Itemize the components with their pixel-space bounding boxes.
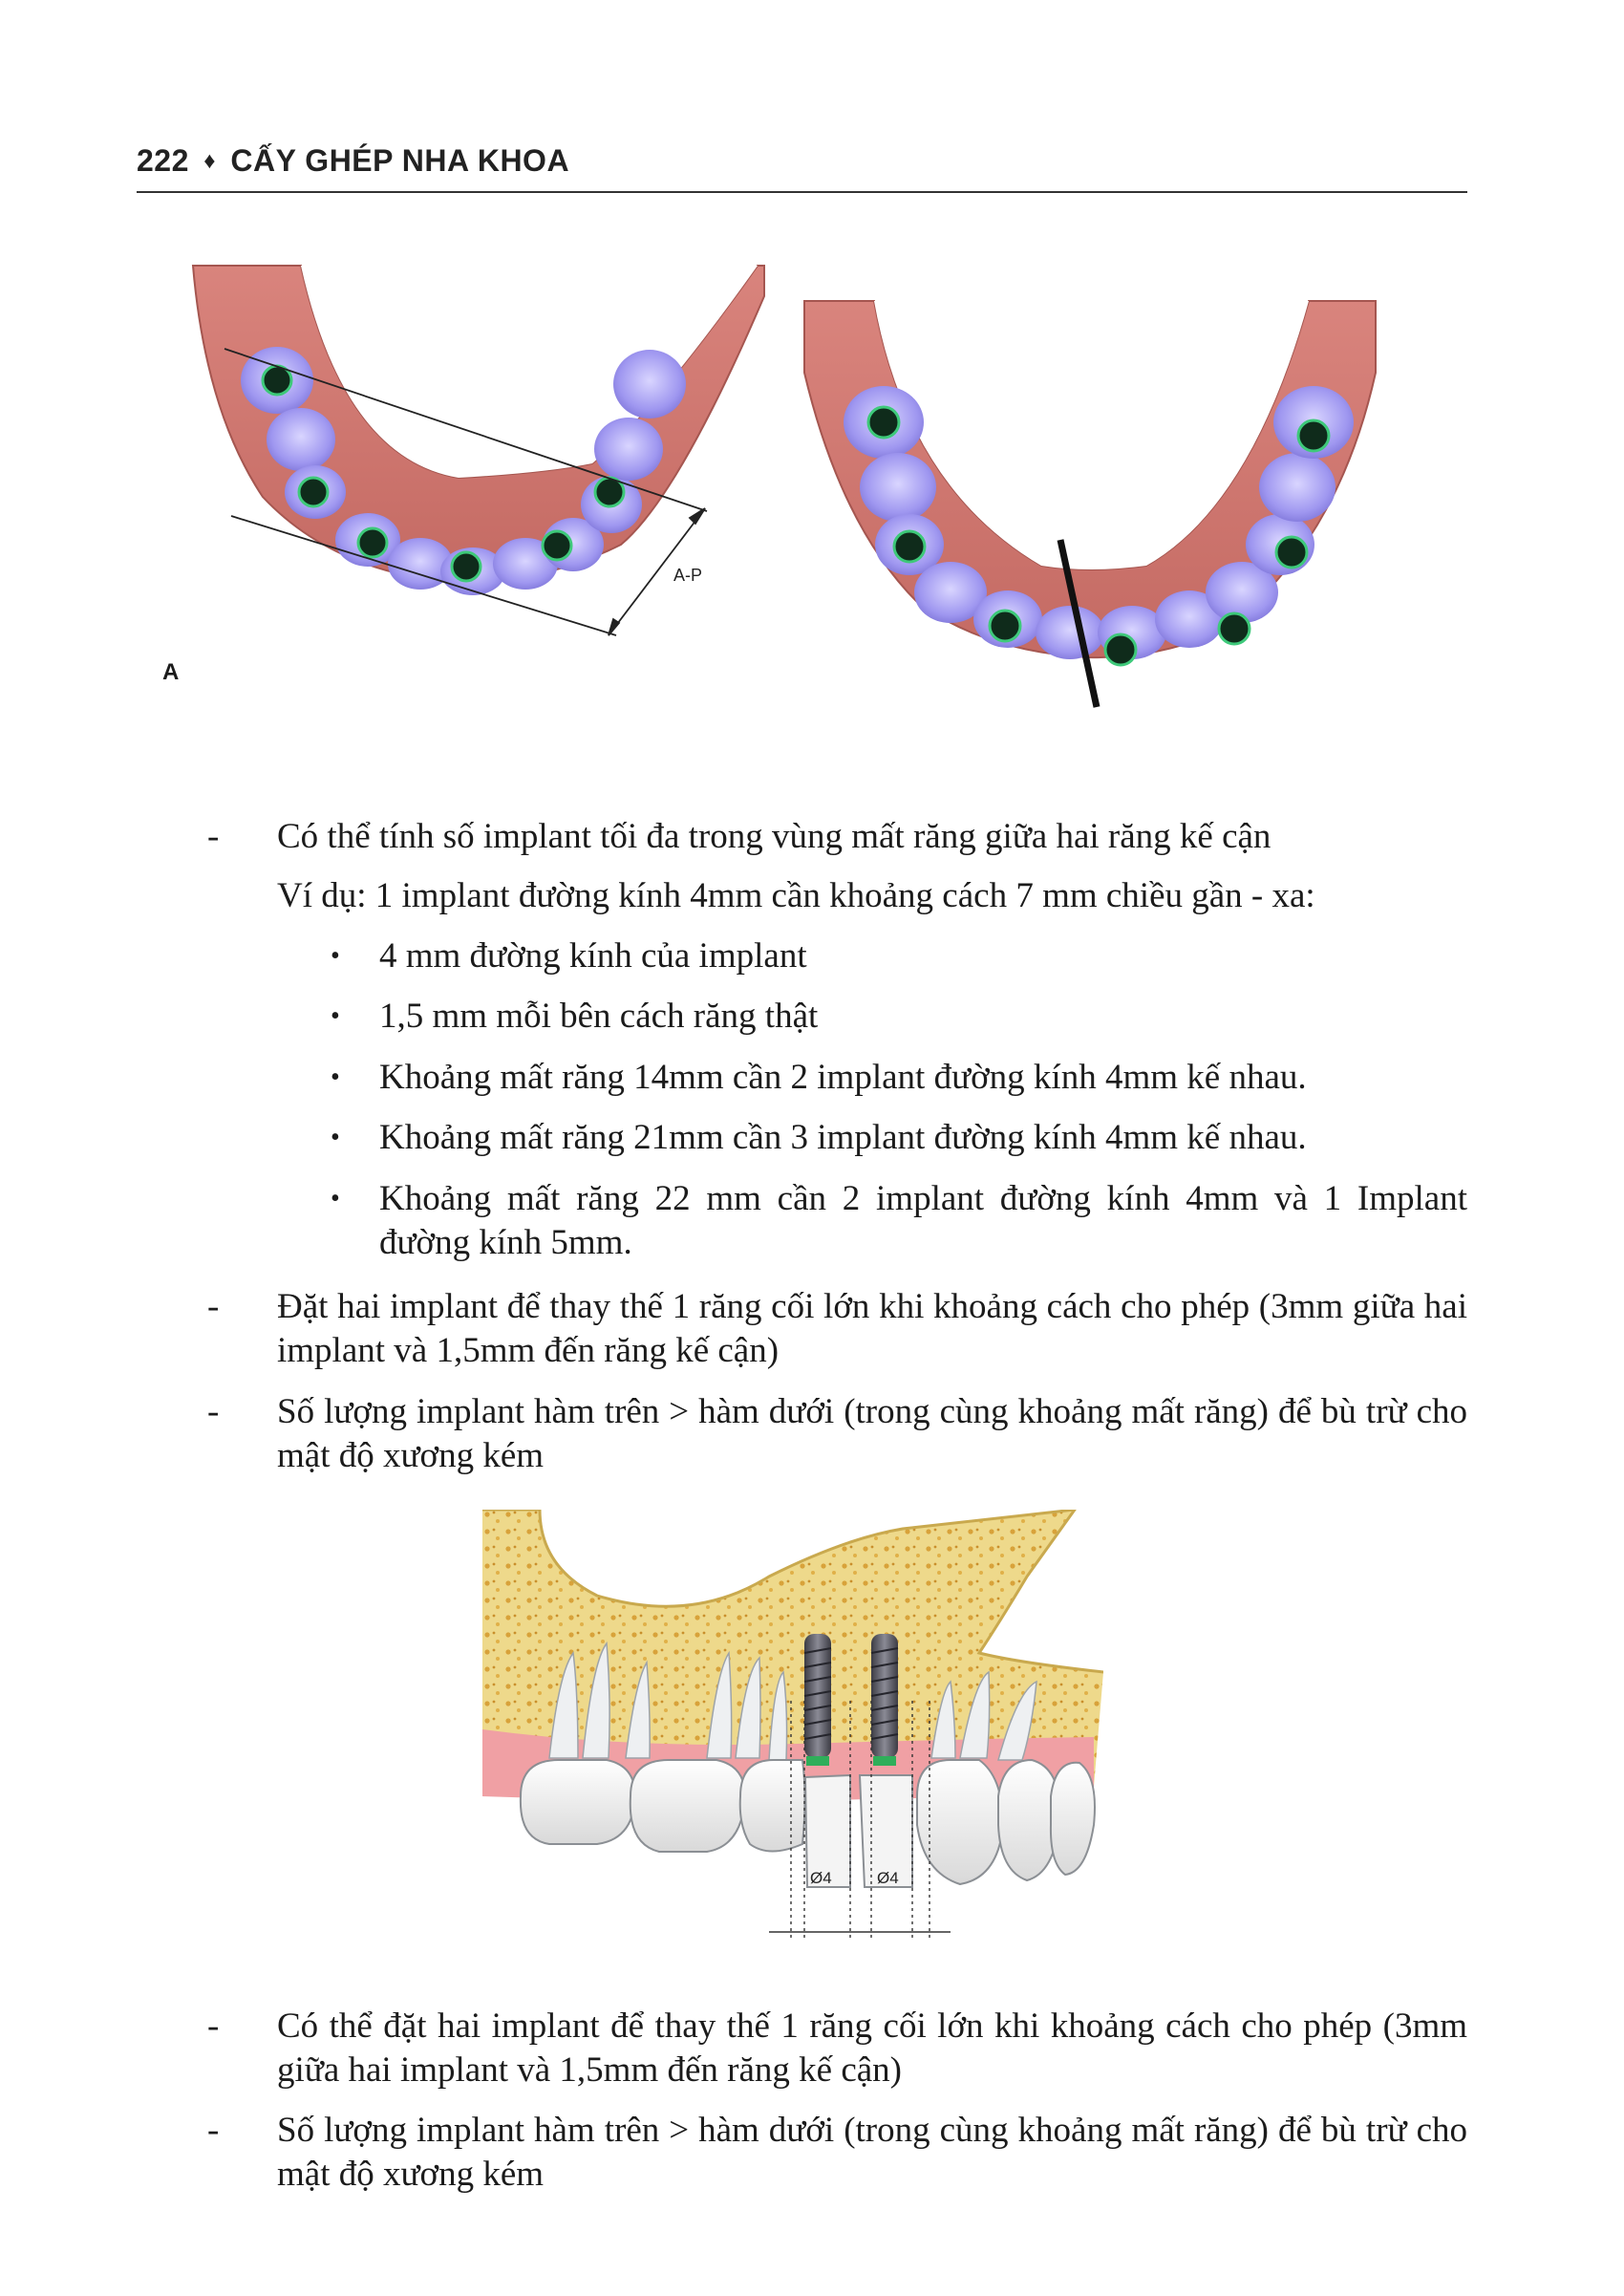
dash-marker: - bbox=[207, 2006, 220, 2046]
arch-figure bbox=[143, 258, 1471, 717]
maxilla-figure bbox=[482, 1510, 1103, 1968]
figure-label-a: A bbox=[162, 659, 180, 685]
bullet-item-2: 1,5 mm mỗi bên cách răng thật bbox=[379, 997, 819, 1036]
example-line: Ví dụ: 1 implant đường kính 4mm cần khoảng cách 7 mm chiều gần - xa: bbox=[277, 876, 1315, 915]
bullet-item-5: Khoảng mất răng 22 mm cần 2 implant đường kính 4mm và 1 Implant đường kính 5mm. bbox=[379, 1179, 1467, 1262]
header-rule bbox=[137, 191, 1467, 193]
bullet-marker: • bbox=[331, 941, 340, 971]
dash-marker: - bbox=[207, 1392, 220, 1431]
dash-marker: - bbox=[207, 817, 220, 856]
bullet-item-4: Khoảng mất răng 21mm cần 3 implant đường kính 4mm kế nhau. bbox=[379, 1118, 1307, 1157]
bullet-marker: • bbox=[331, 1001, 340, 1031]
arch-right bbox=[804, 301, 1376, 707]
chapter-title: CẤY GHÉP NHA KHOA bbox=[230, 143, 570, 178]
bullet-item-3: Khoảng mất răng 14mm cần 2 implant đường kính 4mm kế nhau. bbox=[379, 1058, 1307, 1097]
bullet-marker: • bbox=[331, 1123, 340, 1152]
bullet-marker: • bbox=[331, 1184, 340, 1213]
running-header bbox=[137, 143, 569, 179]
dash-marker: - bbox=[207, 2111, 220, 2150]
dash-item-1: Có thể tính số implant tối đa trong vùng mất răng giữa hai răng kế cận bbox=[277, 817, 1271, 856]
bullet-item-1: 4 mm đường kính của implant bbox=[379, 936, 807, 976]
diameter-label-left: Ø4 bbox=[810, 1869, 832, 1887]
implant-right bbox=[871, 1634, 898, 1766]
arch-left bbox=[193, 266, 764, 635]
implant-left bbox=[804, 1634, 831, 1766]
dash-item-3: Số lượng implant hàm trên > hàm dưới (trong cùng khoảng mất răng) để bù trừ cho mật độ xương kém bbox=[277, 1392, 1467, 1475]
bullet-marker: • bbox=[331, 1062, 340, 1092]
dash-item-4: Có thể đặt hai implant để thay thế 1 răng cối lớn khi khoảng cách cho phép (3mm giữa hai implant và 1,5mm đến răng kế cận) bbox=[277, 2006, 1467, 2090]
dash-item-2: Đặt hai implant để thay thế 1 răng cối lớn khi khoảng cách cho phép (3mm giữa hai implant và 1,5mm đến răng kế cận) bbox=[277, 1287, 1467, 1370]
page-number: 222 bbox=[137, 143, 189, 178]
crowns bbox=[521, 1760, 1095, 1887]
diameter-label-right: Ø4 bbox=[877, 1869, 899, 1887]
dash-item-5: Số lượng implant hàm trên > hàm dưới (trong cùng khoảng mất răng) để bù trừ cho mật độ xương kém bbox=[277, 2111, 1467, 2194]
dash-marker: - bbox=[207, 1287, 220, 1326]
ap-label: A-P bbox=[673, 566, 703, 585]
header-separator: ♦ bbox=[203, 148, 217, 174]
